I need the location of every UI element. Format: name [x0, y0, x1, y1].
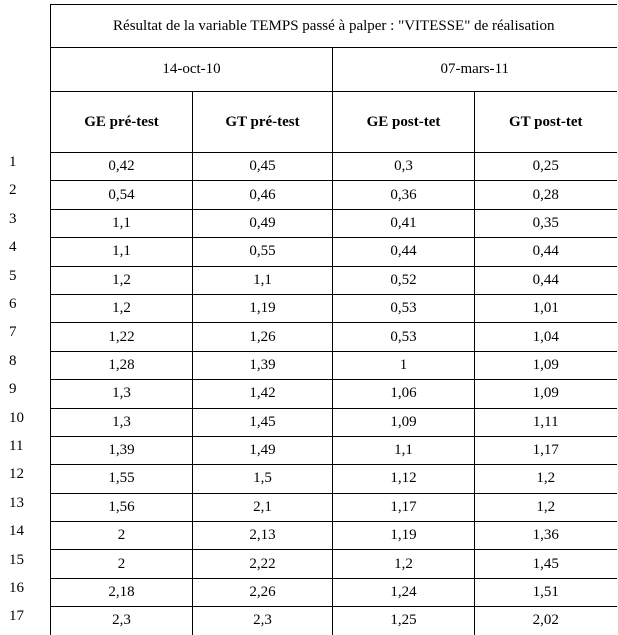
date-pre-test: 14-oct-10 [51, 48, 333, 92]
table-cell: 2,3 [193, 607, 333, 635]
row-number: 4 [9, 239, 17, 256]
table-cell: 1,01 [475, 294, 617, 322]
table-cell: 2,26 [193, 578, 333, 606]
table-cell: 1,1 [51, 238, 193, 266]
row-number: 12 [9, 466, 24, 483]
table-cell: 1,28 [51, 351, 193, 379]
table-cell: 0,52 [333, 266, 475, 294]
table-row [51, 493, 617, 521]
table-cell: 0,3 [333, 153, 475, 181]
table-cell: 1,2 [51, 294, 193, 322]
row-number: 14 [9, 523, 24, 540]
table-cell: 1,22 [51, 323, 193, 351]
table-cell: 0,53 [333, 323, 475, 351]
table-cell: 1,2 [475, 465, 617, 493]
table-cell: 2,13 [193, 522, 333, 550]
table-cell: 1,39 [193, 351, 333, 379]
table-cell: 1,2 [333, 550, 475, 578]
row-number: 8 [9, 352, 17, 369]
table-cell: 0,28 [475, 181, 617, 209]
table-cell: 0,54 [51, 181, 193, 209]
row-number: 16 [9, 580, 24, 596]
table-cell: 1,51 [475, 578, 617, 606]
table-cell: 1,45 [193, 408, 333, 436]
table-cell: 2,1 [193, 493, 333, 521]
table-cell: 1,1 [333, 436, 475, 464]
table-cell: 2,18 [51, 578, 193, 606]
column-header: GE post-tet [333, 92, 475, 153]
table-cell: 1,5 [193, 465, 333, 493]
table-cell: 1,26 [193, 323, 333, 351]
table-cell: 1,24 [333, 578, 475, 606]
table-cell: 2,22 [193, 550, 333, 578]
table-cell: 0,55 [193, 238, 333, 266]
table-cell: 0,45 [193, 153, 333, 181]
table-row [51, 181, 617, 209]
table-cell: 1,39 [51, 436, 193, 464]
row-number: 7 [9, 324, 17, 341]
column-header: GT pré-test [193, 92, 333, 153]
table-cell: 2,3 [51, 607, 193, 635]
row-number: 15 [9, 551, 24, 568]
table-cell: 1,09 [475, 351, 617, 379]
table-cell: 1,06 [333, 380, 475, 408]
table-cell: 1,09 [475, 380, 617, 408]
table-cell: 1,19 [333, 522, 475, 550]
table-cell: 1,42 [193, 380, 333, 408]
table-cell: 1,12 [333, 465, 475, 493]
row-number: 13 [9, 494, 24, 511]
table-cell: 1,09 [333, 408, 475, 436]
table-cell: 1,19 [193, 294, 333, 322]
table-cell: 1,2 [475, 493, 617, 521]
table-cell: 0,25 [475, 153, 617, 181]
row-number: 5 [9, 267, 17, 284]
table-row [51, 323, 617, 351]
table-cell: 2 [51, 522, 193, 550]
date-post-test: 07-mars-11 [333, 48, 617, 92]
column-header: GE pré-test [51, 92, 193, 153]
table-cell: 0,36 [333, 181, 475, 209]
table-cell: 1,49 [193, 436, 333, 464]
table-row [51, 607, 617, 635]
table-row [51, 578, 617, 606]
row-number: 1 [9, 154, 17, 170]
table-cell: 1,56 [51, 493, 193, 521]
table-row [51, 436, 617, 464]
table-row [51, 408, 617, 436]
table-cell: 0,49 [193, 209, 333, 237]
table-cell: 2,02 [475, 607, 617, 635]
table-row [51, 550, 617, 578]
table-cell: 1 [333, 351, 475, 379]
table-cell: 1,17 [333, 493, 475, 521]
table-cell: 1,36 [475, 522, 617, 550]
table-title: Résultat de la variable TEMPS passé à palper : "VITESSE" de réalisation [51, 5, 617, 48]
table-row [51, 380, 617, 408]
row-number: 9 [9, 381, 17, 398]
table-cell: 1,04 [475, 323, 617, 351]
table-cell: 1,45 [475, 550, 617, 578]
table-cell: 2 [51, 550, 193, 578]
table-cell: 0,42 [51, 153, 193, 181]
table-cell: 1,11 [475, 408, 617, 436]
table-row [51, 238, 617, 266]
table-cell: 1,25 [333, 607, 475, 635]
table-row [51, 351, 617, 379]
table-row [51, 522, 617, 550]
table-cell: 1,1 [193, 266, 333, 294]
table-cell: 1,3 [51, 408, 193, 436]
row-number: 11 [9, 438, 24, 454]
table-cell: 0,41 [333, 209, 475, 237]
table-row [51, 209, 617, 237]
table-row [51, 153, 617, 181]
table-cell: 1,3 [51, 380, 193, 408]
row-number: 6 [9, 296, 17, 312]
table-row [51, 465, 617, 493]
table-cell: 1,55 [51, 465, 193, 493]
results-table [50, 4, 617, 635]
table-cell: 1,1 [51, 209, 193, 237]
table-cell: 0,44 [333, 238, 475, 266]
table-cell: 1,2 [51, 266, 193, 294]
table-cell: 0,35 [475, 209, 617, 237]
row-number: 3 [9, 210, 17, 227]
table-cell: 0,46 [193, 181, 333, 209]
table-row [51, 294, 617, 322]
table-cell: 1,17 [475, 436, 617, 464]
table-cell: 0,53 [333, 294, 475, 322]
table-cell: 0,44 [475, 238, 617, 266]
table-row [51, 266, 617, 294]
row-number: 2 [9, 182, 17, 199]
row-number: 17 [9, 608, 24, 625]
row-number: 10 [9, 409, 24, 426]
table-cell: 0,44 [475, 266, 617, 294]
column-header: GT post-tet [475, 92, 617, 153]
